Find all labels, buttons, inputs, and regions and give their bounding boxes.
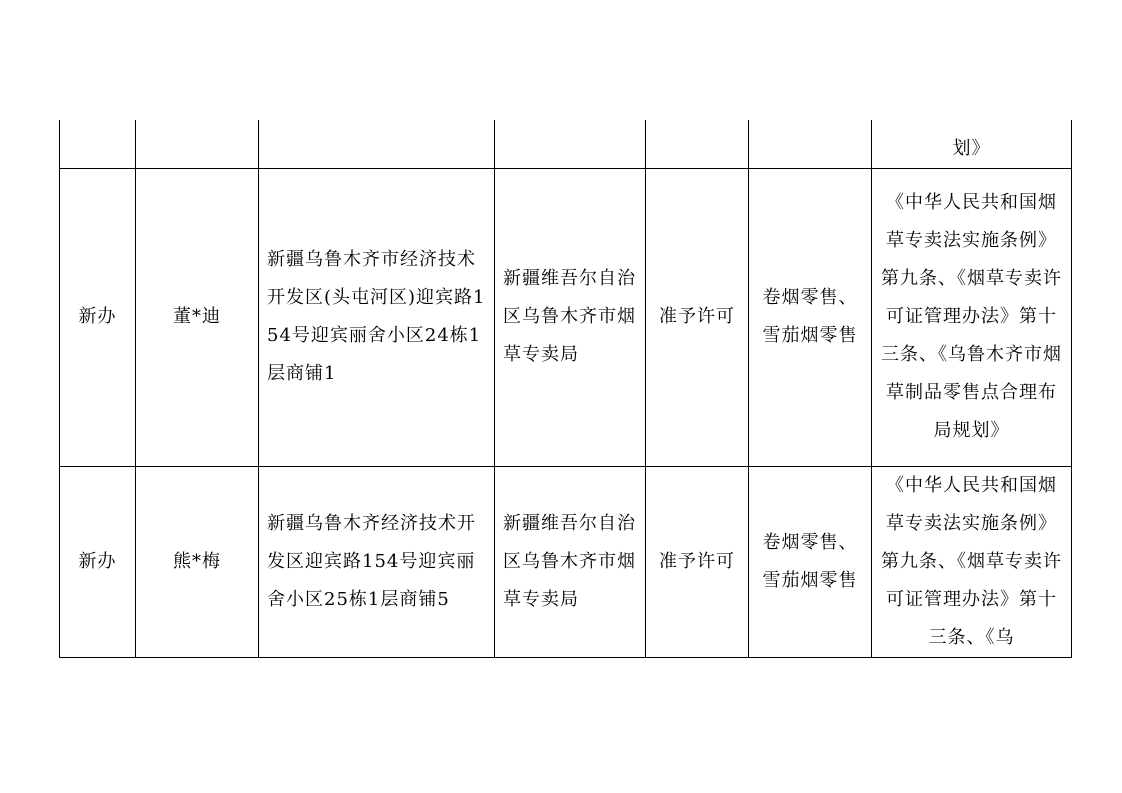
cell-scope	[749, 120, 872, 168]
table-row	[60, 466, 1072, 657]
cell-address	[259, 120, 495, 168]
cell-basis: 划》	[872, 120, 1072, 168]
cell-name	[136, 120, 259, 168]
cell-basis: 《中华人民共和国烟草专卖法实施条例》第九条、《烟草专卖许可证管理办法》第十三条、《乌	[872, 466, 1072, 657]
cell-type: 新办	[60, 168, 136, 466]
cell-name: 熊*梅	[136, 466, 259, 657]
cell-authority	[495, 120, 646, 168]
cell-scope: 卷烟零售、雪茄烟零售	[749, 168, 872, 466]
cell-authority: 新疆维吾尔自治区乌鲁木齐市烟草专卖局	[495, 466, 646, 657]
cell-basis: 《中华人民共和国烟草专卖法实施条例》第九条、《烟草专卖许可证管理办法》第十三条、《乌鲁木齐市烟草制品零售点合理布局规划》	[872, 168, 1072, 466]
cell-type	[60, 120, 136, 168]
cell-decision: 准予许可	[646, 168, 749, 466]
cell-address: 新疆乌鲁木齐经济技术开发区迎宾路154号迎宾丽舍小区25栋1层商铺5	[259, 466, 495, 657]
table-row-continuation	[60, 120, 1072, 168]
cell-scope: 卷烟零售、雪茄烟零售	[749, 466, 872, 657]
cell-type: 新办	[60, 466, 136, 657]
table-row	[60, 168, 1072, 466]
cell-decision: 准予许可	[646, 466, 749, 657]
cell-address: 新疆乌鲁木齐市经济技术开发区(头屯河区)迎宾路154号迎宾丽舍小区24栋1层商铺1	[259, 168, 495, 466]
cell-authority: 新疆维吾尔自治区乌鲁木齐市烟草专卖局	[495, 168, 646, 466]
license-table	[59, 120, 1072, 658]
cell-name: 董*迪	[136, 168, 259, 466]
cell-decision	[646, 120, 749, 168]
